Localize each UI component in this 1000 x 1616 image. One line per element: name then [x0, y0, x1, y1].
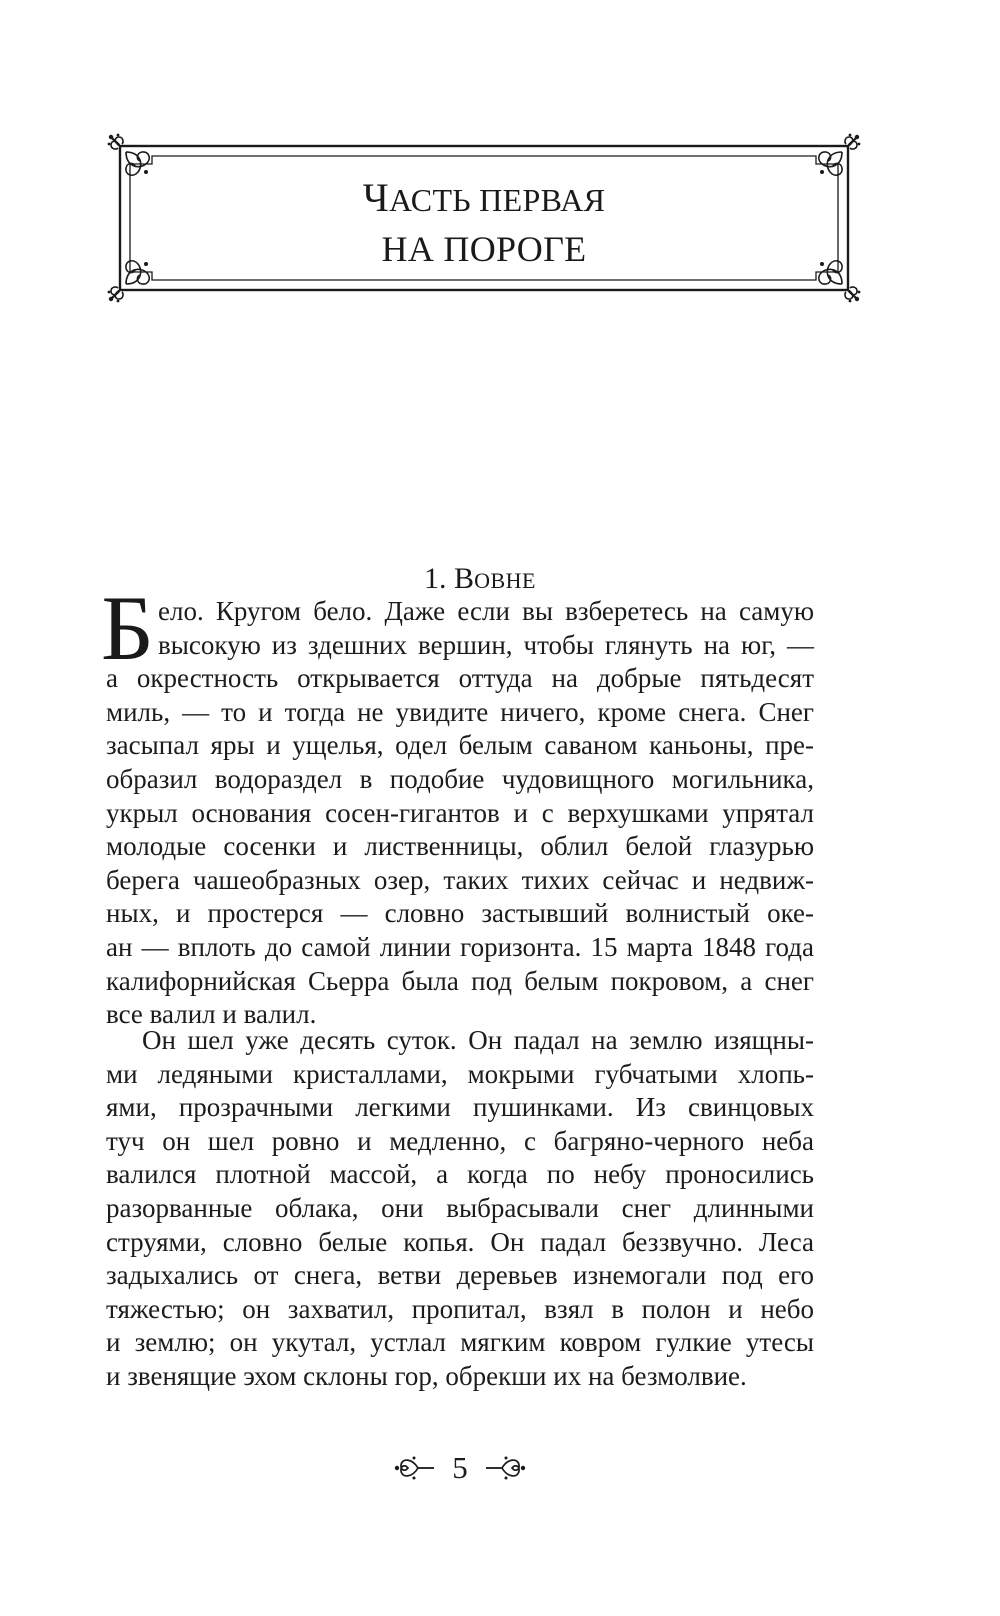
text-line: и землю; он укутал, устлал мягким ковром гулкие утесы — [106, 1327, 814, 1358]
text-line: все валил и валил. — [106, 999, 317, 1030]
text-line: разорванные облака, они выбрасывали снег длинными — [106, 1192, 814, 1223]
text-line: Он шел уже десять суток. Он падал на землю изящны- — [142, 1025, 814, 1055]
drop-cap: Б — [101, 577, 154, 679]
part-title-frame — [108, 134, 860, 302]
text-line: калифорнийская Сьерра была под белым покровом, а снег — [106, 965, 814, 996]
text-line: валился плотной массой, а когда по небу проносились — [106, 1159, 814, 1190]
text-line: берега чашеобразных озер, таких тихих сейчас и недвиж- — [106, 864, 814, 895]
part-label-initial: Ч — [362, 175, 389, 220]
text-line: а окрестность открывается оттуда на добрые пятьдесят — [106, 663, 814, 694]
text-line: тяжестью; он захватил, пропитал, взял в полон и небо — [106, 1293, 814, 1324]
part-label-rest: АСТЬ ПЕРВАЯ — [388, 182, 606, 218]
text-line: туч он шел ровно и медленно, с багряно-черного неба — [106, 1125, 814, 1156]
chapter-number: 1. — [424, 562, 447, 595]
scroll-ornament-icon — [484, 1452, 526, 1484]
text-line: засыпал яры и ущелья, одел белым саваном каньоны, пре- — [106, 730, 814, 761]
chapter-title-initial: В — [454, 562, 475, 595]
paragraph-1 — [106, 595, 814, 1032]
text-line: задыхались от снега, ветви деревьев изнемогали под его — [106, 1260, 814, 1291]
part-label — [108, 176, 860, 222]
part-name: НА ПОРОГЕ — [381, 229, 587, 269]
text-line: миль, — то и тогда не увидите ничего, кроме снега. Снег — [106, 696, 814, 727]
text-line: ело. Кругом бело. Даже если вы взберетесь на самую — [158, 596, 814, 626]
chapter-title-rest: ОВНЕ — [474, 568, 536, 593]
text-line: ных, и простерся — словно застывший волнистый оке- — [106, 898, 814, 929]
scroll-ornament-icon — [394, 1452, 436, 1484]
text-line: образил водораздел в подобие чудовищного могильника, — [106, 763, 814, 794]
text-line: молодые сосенки и лиственницы, облил белой глазурью — [106, 831, 814, 862]
text-line: укрыл основания сосен-гигантов и с верхушками упрятал — [106, 797, 814, 828]
page-number: 5 — [452, 1450, 468, 1485]
page-folio — [0, 1446, 960, 1496]
text-line: ями, прозрачными легкими пушинками. Из свинцовых — [106, 1092, 814, 1123]
text-line: высокую из здешних вершин, чтобы глянуть на юг, — — [158, 629, 814, 660]
text-line: струями, словно белые копья. Он падал беззвучно. Леса — [106, 1226, 814, 1257]
text-line: ан — вплоть до самой линии горизонта. 15 марта 1848 года — [106, 931, 814, 962]
paragraph-2 — [106, 1024, 814, 1394]
text-line: ми ледяными кристаллами, мокрыми губчатыми хлопь- — [106, 1058, 814, 1089]
text-line: и звенящие эхом склоны гор, обрекши их на безмолвие. — [106, 1360, 747, 1391]
